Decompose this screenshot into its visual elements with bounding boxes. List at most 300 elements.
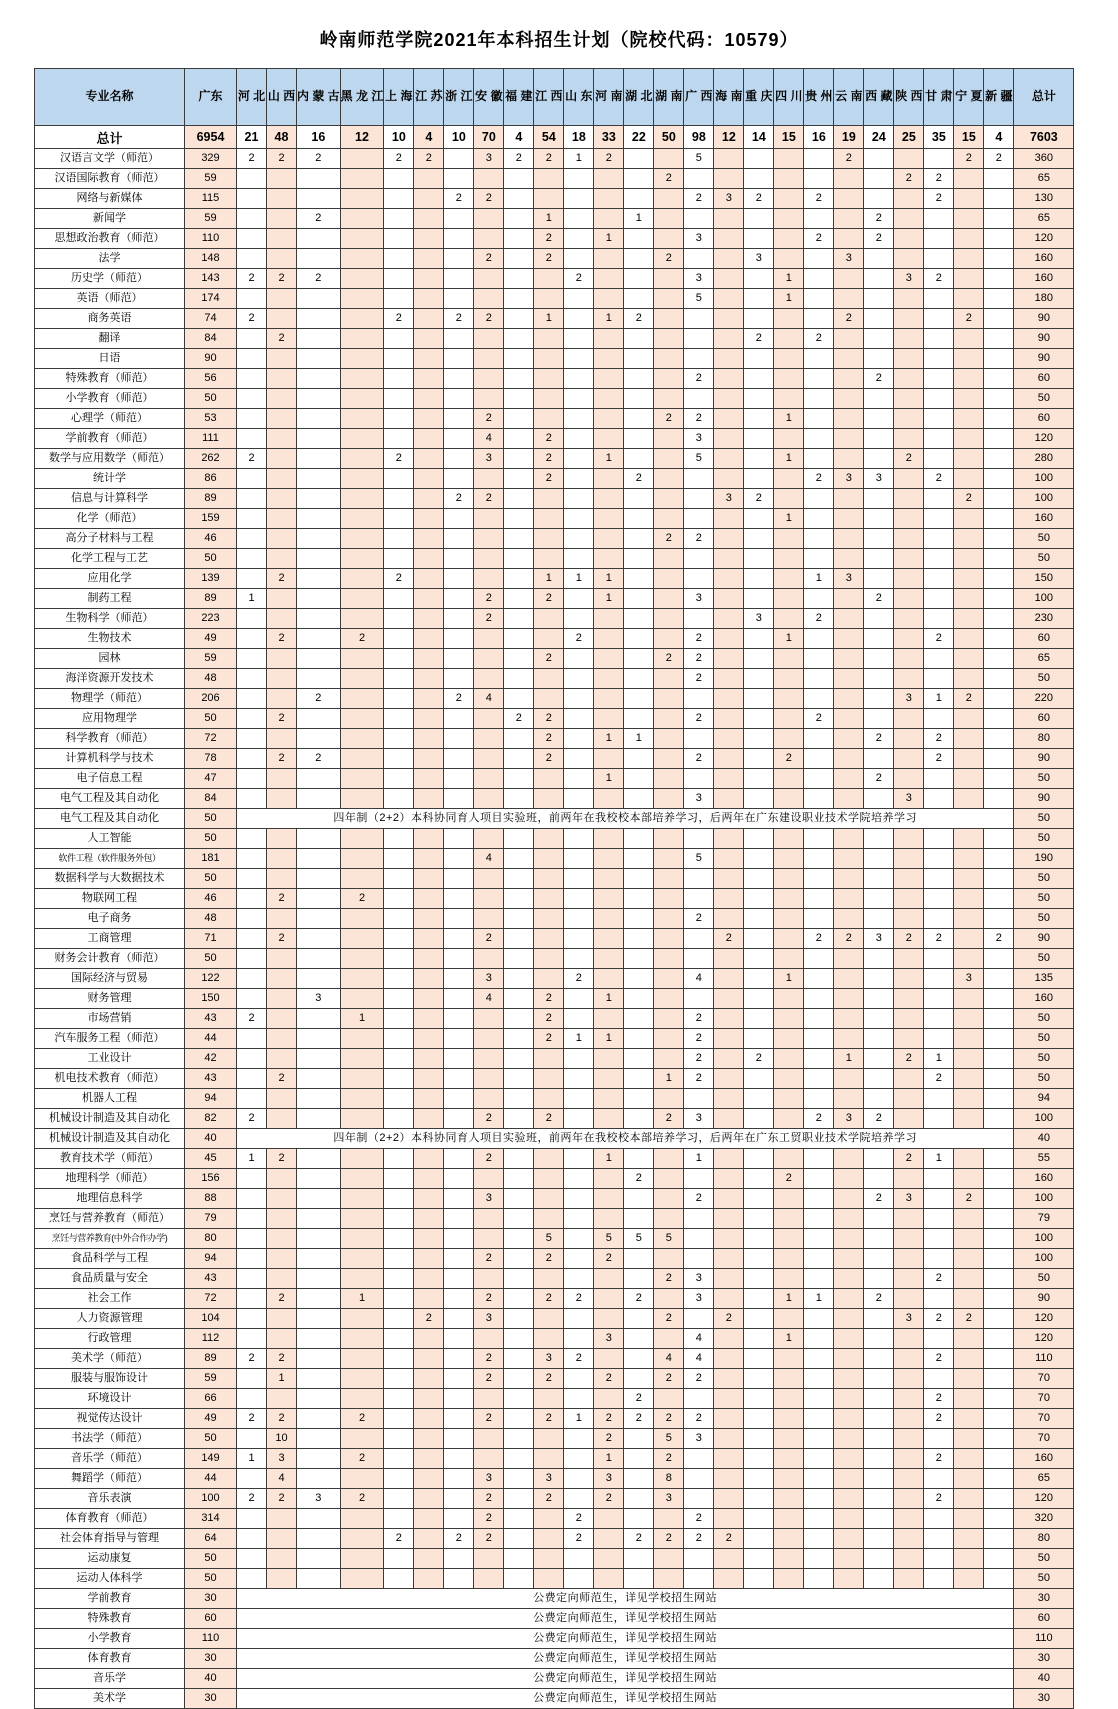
value-cell bbox=[924, 1209, 954, 1229]
value-cell bbox=[924, 949, 954, 969]
value-cell bbox=[267, 1529, 297, 1549]
value-cell bbox=[564, 449, 594, 469]
value-cell: 2 bbox=[474, 1369, 504, 1389]
value-cell bbox=[714, 1209, 744, 1229]
value-cell bbox=[444, 669, 474, 689]
value-cell bbox=[654, 589, 684, 609]
value-cell bbox=[237, 1069, 267, 1089]
value-cell bbox=[267, 249, 297, 269]
value-cell bbox=[624, 429, 654, 449]
value-cell bbox=[774, 1229, 804, 1249]
value-cell bbox=[444, 1189, 474, 1209]
value-cell bbox=[504, 489, 534, 509]
value-cell: 2 bbox=[534, 989, 564, 1009]
value-cell bbox=[297, 1469, 341, 1489]
row-total-cell: 50 bbox=[1014, 829, 1074, 849]
value-cell bbox=[564, 829, 594, 849]
value-cell bbox=[894, 909, 924, 929]
value-cell bbox=[714, 1569, 744, 1589]
value-cell bbox=[834, 529, 864, 549]
value-cell bbox=[984, 1429, 1014, 1449]
major-name: 应用化学 bbox=[35, 569, 185, 589]
value-cell bbox=[267, 509, 297, 529]
major-name: 运动康复 bbox=[35, 1549, 185, 1569]
value-cell bbox=[624, 789, 654, 809]
value-cell bbox=[340, 469, 384, 489]
value-cell bbox=[804, 789, 834, 809]
value-cell bbox=[564, 229, 594, 249]
value-cell bbox=[624, 909, 654, 929]
value-cell: 1 bbox=[774, 1329, 804, 1349]
value-cell bbox=[340, 1269, 384, 1289]
major-row bbox=[35, 649, 1074, 669]
value-cell bbox=[564, 1089, 594, 1109]
value-cell bbox=[340, 1229, 384, 1249]
value-cell bbox=[774, 829, 804, 849]
value-cell: 2 bbox=[237, 269, 267, 289]
major-row bbox=[35, 1609, 1074, 1629]
value-cell bbox=[984, 1269, 1014, 1289]
value-cell bbox=[624, 289, 654, 309]
value-cell bbox=[714, 1469, 744, 1489]
major-row bbox=[35, 1549, 1074, 1569]
value-cell bbox=[414, 529, 444, 549]
value-cell bbox=[804, 1549, 834, 1569]
value-cell bbox=[684, 889, 714, 909]
value-cell bbox=[804, 209, 834, 229]
value-cell bbox=[474, 289, 504, 309]
value-cell bbox=[864, 509, 894, 529]
value-cell: 1 bbox=[594, 769, 624, 789]
value-cell bbox=[444, 569, 474, 589]
value-cell bbox=[237, 229, 267, 249]
value-cell: 1 bbox=[834, 1049, 864, 1069]
value-cell-guangdong: 122 bbox=[185, 969, 237, 989]
value-cell bbox=[864, 1049, 894, 1069]
major-name: 小学教育 bbox=[35, 1629, 185, 1649]
value-cell: 1 bbox=[564, 1409, 594, 1429]
major-name: 制药工程 bbox=[35, 589, 185, 609]
value-cell-guangdong: 112 bbox=[185, 1329, 237, 1349]
value-cell bbox=[654, 729, 684, 749]
major-name: 财务管理 bbox=[35, 989, 185, 1009]
major-row bbox=[35, 309, 1074, 329]
value-cell bbox=[267, 1109, 297, 1129]
value-cell bbox=[774, 1489, 804, 1509]
value-cell bbox=[534, 1049, 564, 1069]
row-total-cell: 80 bbox=[1014, 729, 1074, 749]
major-row bbox=[35, 409, 1074, 429]
row-total-cell: 50 bbox=[1014, 769, 1074, 789]
value-cell bbox=[954, 1149, 984, 1169]
row-total-cell: 160 bbox=[1014, 249, 1074, 269]
value-cell bbox=[924, 1289, 954, 1309]
value-cell: 1 bbox=[594, 449, 624, 469]
value-cell bbox=[984, 1529, 1014, 1549]
value-cell bbox=[624, 349, 654, 369]
value-cell-guangdong: 60 bbox=[185, 1609, 237, 1629]
value-cell bbox=[744, 1189, 774, 1209]
value-cell-guangdong: 156 bbox=[185, 1169, 237, 1189]
grand-total-cell: 12 bbox=[714, 126, 744, 149]
value-cell bbox=[714, 969, 744, 989]
value-cell bbox=[237, 169, 267, 189]
value-cell bbox=[624, 1209, 654, 1229]
value-cell-guangdong: 48 bbox=[185, 909, 237, 929]
value-cell bbox=[474, 1209, 504, 1229]
value-cell bbox=[684, 1309, 714, 1329]
value-cell bbox=[894, 589, 924, 609]
value-cell: 3 bbox=[864, 929, 894, 949]
value-cell bbox=[297, 1309, 341, 1329]
value-cell bbox=[504, 309, 534, 329]
value-cell bbox=[654, 189, 684, 209]
value-cell bbox=[804, 1389, 834, 1409]
value-cell bbox=[414, 1489, 444, 1509]
value-cell: 2 bbox=[684, 1369, 714, 1389]
value-cell: 1 bbox=[924, 689, 954, 709]
value-cell bbox=[714, 409, 744, 429]
value-cell bbox=[804, 589, 834, 609]
row-total-cell: 120 bbox=[1014, 1329, 1074, 1349]
value-cell bbox=[804, 1049, 834, 1069]
value-cell bbox=[834, 1169, 864, 1189]
value-cell bbox=[594, 849, 624, 869]
value-cell bbox=[297, 449, 341, 469]
value-cell bbox=[594, 249, 624, 269]
value-cell bbox=[474, 1029, 504, 1049]
value-cell bbox=[864, 269, 894, 289]
value-cell bbox=[444, 1229, 474, 1249]
value-cell bbox=[384, 1389, 414, 1409]
value-cell bbox=[654, 849, 684, 869]
value-cell: 2 bbox=[534, 1489, 564, 1509]
value-cell bbox=[954, 1489, 984, 1509]
value-cell bbox=[954, 449, 984, 469]
value-cell bbox=[504, 1029, 534, 1049]
value-cell bbox=[834, 769, 864, 789]
value-cell bbox=[564, 649, 594, 669]
value-cell bbox=[414, 1189, 444, 1209]
value-cell bbox=[384, 1249, 414, 1269]
value-cell: 3 bbox=[684, 269, 714, 289]
major-name: 书法学（师范） bbox=[35, 1429, 185, 1449]
value-cell bbox=[340, 1429, 384, 1449]
value-cell bbox=[864, 1029, 894, 1049]
value-cell bbox=[804, 449, 834, 469]
value-cell bbox=[834, 1429, 864, 1449]
value-cell bbox=[297, 869, 341, 889]
value-cell bbox=[297, 1569, 341, 1589]
value-cell bbox=[414, 1229, 444, 1249]
value-cell bbox=[984, 1509, 1014, 1529]
value-cell bbox=[237, 929, 267, 949]
value-cell bbox=[714, 509, 744, 529]
value-cell bbox=[894, 349, 924, 369]
value-cell bbox=[804, 1029, 834, 1049]
value-cell bbox=[414, 1029, 444, 1049]
value-cell bbox=[564, 1009, 594, 1029]
note-cell: 公费定向师范生，详见学校招生网站 bbox=[237, 1629, 1014, 1649]
value-cell bbox=[267, 1009, 297, 1029]
value-cell bbox=[564, 489, 594, 509]
value-cell bbox=[714, 1229, 744, 1249]
value-cell bbox=[924, 1549, 954, 1569]
value-cell bbox=[594, 269, 624, 289]
row-total-cell: 65 bbox=[1014, 209, 1074, 229]
value-cell bbox=[804, 909, 834, 929]
value-cell-guangdong: 50 bbox=[185, 829, 237, 849]
value-cell bbox=[684, 949, 714, 969]
value-cell-guangdong: 43 bbox=[185, 1269, 237, 1289]
value-cell bbox=[624, 189, 654, 209]
major-row bbox=[35, 589, 1074, 609]
value-cell: 2 bbox=[744, 1049, 774, 1069]
value-cell bbox=[714, 729, 744, 749]
value-cell bbox=[954, 389, 984, 409]
value-cell bbox=[564, 529, 594, 549]
value-cell: 2 bbox=[504, 709, 534, 729]
value-cell: 2 bbox=[474, 1109, 504, 1129]
value-cell: 2 bbox=[444, 489, 474, 509]
value-cell bbox=[864, 149, 894, 169]
value-cell bbox=[804, 149, 834, 169]
value-cell bbox=[384, 849, 414, 869]
value-cell bbox=[564, 509, 594, 529]
major-name: 法学 bbox=[35, 249, 185, 269]
value-cell bbox=[297, 1289, 341, 1309]
value-cell-guangdong: 30 bbox=[185, 1689, 237, 1709]
value-cell bbox=[654, 1549, 684, 1569]
value-cell bbox=[534, 1149, 564, 1169]
value-cell bbox=[684, 1209, 714, 1229]
value-cell bbox=[864, 949, 894, 969]
value-cell bbox=[504, 1329, 534, 1349]
major-row bbox=[35, 1309, 1074, 1329]
value-cell bbox=[414, 1389, 444, 1409]
value-cell bbox=[984, 269, 1014, 289]
value-cell bbox=[984, 1329, 1014, 1349]
value-cell bbox=[444, 169, 474, 189]
value-cell bbox=[984, 1449, 1014, 1469]
value-cell bbox=[297, 729, 341, 749]
value-cell bbox=[894, 1409, 924, 1429]
value-cell bbox=[297, 1209, 341, 1229]
value-cell: 2 bbox=[924, 189, 954, 209]
value-cell: 1 bbox=[340, 1009, 384, 1029]
major-row bbox=[35, 769, 1074, 789]
value-cell bbox=[954, 329, 984, 349]
value-cell: 2 bbox=[474, 1529, 504, 1549]
value-cell bbox=[564, 949, 594, 969]
grand-total-cell: 16 bbox=[297, 126, 341, 149]
value-cell bbox=[744, 1329, 774, 1349]
value-cell bbox=[340, 689, 384, 709]
value-cell bbox=[894, 569, 924, 589]
major-row bbox=[35, 1509, 1074, 1529]
value-cell bbox=[384, 1109, 414, 1129]
value-cell bbox=[237, 469, 267, 489]
value-cell bbox=[834, 509, 864, 529]
value-cell bbox=[924, 509, 954, 529]
value-cell: 4 bbox=[474, 849, 504, 869]
value-cell bbox=[984, 1289, 1014, 1309]
value-cell bbox=[864, 449, 894, 469]
value-cell: 2 bbox=[534, 729, 564, 749]
major-name: 园林 bbox=[35, 649, 185, 669]
value-cell bbox=[924, 1429, 954, 1449]
value-cell bbox=[504, 409, 534, 429]
major-name: 工商管理 bbox=[35, 929, 185, 949]
value-cell bbox=[237, 549, 267, 569]
major-name: 音乐学 bbox=[35, 1669, 185, 1689]
value-cell bbox=[504, 429, 534, 449]
value-cell bbox=[984, 1569, 1014, 1589]
value-cell bbox=[444, 549, 474, 569]
value-cell bbox=[834, 949, 864, 969]
value-cell bbox=[414, 409, 444, 429]
column-header-province: 上 海 bbox=[384, 69, 414, 126]
value-cell bbox=[267, 849, 297, 869]
value-cell: 2 bbox=[924, 629, 954, 649]
value-cell bbox=[504, 1449, 534, 1469]
value-cell-guangdong: 74 bbox=[185, 309, 237, 329]
value-cell-guangdong: 94 bbox=[185, 1249, 237, 1269]
value-cell bbox=[654, 1209, 684, 1229]
value-cell bbox=[624, 1429, 654, 1449]
value-cell bbox=[384, 229, 414, 249]
value-cell-guangdong: 82 bbox=[185, 1109, 237, 1129]
value-cell-guangdong: 56 bbox=[185, 369, 237, 389]
value-cell bbox=[804, 689, 834, 709]
row-total-cell: 130 bbox=[1014, 189, 1074, 209]
major-row bbox=[35, 1429, 1074, 1449]
value-cell bbox=[340, 1549, 384, 1569]
value-cell: 2 bbox=[924, 1409, 954, 1429]
value-cell: 1 bbox=[774, 969, 804, 989]
value-cell bbox=[654, 629, 684, 649]
value-cell bbox=[954, 909, 984, 929]
value-cell bbox=[984, 209, 1014, 229]
row-total-cell: 50 bbox=[1014, 1029, 1074, 1049]
value-cell bbox=[414, 949, 444, 969]
value-cell bbox=[864, 309, 894, 329]
row-total-cell: 50 bbox=[1014, 529, 1074, 549]
major-name: 电子信息工程 bbox=[35, 769, 185, 789]
value-cell-guangdong: 30 bbox=[185, 1649, 237, 1669]
value-cell bbox=[444, 529, 474, 549]
value-cell bbox=[384, 1569, 414, 1589]
value-cell: 2 bbox=[684, 1029, 714, 1049]
major-row bbox=[35, 169, 1074, 189]
value-cell bbox=[504, 1049, 534, 1069]
value-cell: 4 bbox=[267, 1469, 297, 1489]
value-cell: 1 bbox=[594, 1449, 624, 1469]
value-cell bbox=[534, 389, 564, 409]
value-cell bbox=[237, 789, 267, 809]
major-name: 特殊教育 bbox=[35, 1609, 185, 1629]
value-cell bbox=[954, 789, 984, 809]
value-cell bbox=[864, 389, 894, 409]
row-total-cell: 65 bbox=[1014, 169, 1074, 189]
value-cell bbox=[954, 1329, 984, 1349]
value-cell: 2 bbox=[474, 249, 504, 269]
value-cell bbox=[984, 829, 1014, 849]
value-cell bbox=[534, 909, 564, 929]
value-cell bbox=[864, 1069, 894, 1089]
value-cell: 2 bbox=[654, 169, 684, 189]
value-cell bbox=[237, 209, 267, 229]
value-cell bbox=[444, 1369, 474, 1389]
value-cell bbox=[654, 909, 684, 929]
value-cell bbox=[297, 609, 341, 629]
grand-total-cell: 54 bbox=[534, 126, 564, 149]
value-cell bbox=[834, 429, 864, 449]
value-cell bbox=[340, 269, 384, 289]
value-cell bbox=[474, 769, 504, 789]
major-name: 财务会计教育（师范） bbox=[35, 949, 185, 969]
row-total-cell: 65 bbox=[1014, 1469, 1074, 1489]
value-cell bbox=[984, 949, 1014, 969]
value-cell bbox=[714, 1269, 744, 1289]
value-cell: 2 bbox=[804, 609, 834, 629]
value-cell bbox=[714, 1369, 744, 1389]
value-cell bbox=[774, 1569, 804, 1589]
value-cell bbox=[714, 1449, 744, 1469]
value-cell bbox=[924, 309, 954, 329]
major-row bbox=[35, 1409, 1074, 1429]
value-cell bbox=[267, 1049, 297, 1069]
value-cell: 2 bbox=[414, 149, 444, 169]
value-cell bbox=[804, 1189, 834, 1209]
value-cell bbox=[340, 489, 384, 509]
value-cell bbox=[894, 1289, 924, 1309]
row-total-cell: 160 bbox=[1014, 1169, 1074, 1189]
value-cell bbox=[624, 329, 654, 349]
value-cell bbox=[984, 309, 1014, 329]
value-cell bbox=[414, 769, 444, 789]
value-cell bbox=[894, 669, 924, 689]
major-row bbox=[35, 289, 1074, 309]
value-cell bbox=[267, 489, 297, 509]
value-cell: 2 bbox=[594, 149, 624, 169]
value-cell: 2 bbox=[684, 649, 714, 669]
value-cell bbox=[834, 669, 864, 689]
value-cell bbox=[774, 1409, 804, 1429]
value-cell-guangdong: 79 bbox=[185, 1209, 237, 1229]
value-cell bbox=[504, 949, 534, 969]
value-cell bbox=[384, 549, 414, 569]
grand-total-cell: 98 bbox=[684, 126, 714, 149]
value-cell: 2 bbox=[924, 1489, 954, 1509]
value-cell bbox=[744, 789, 774, 809]
value-cell: 2 bbox=[954, 1309, 984, 1329]
value-cell bbox=[474, 1169, 504, 1189]
value-cell bbox=[594, 369, 624, 389]
row-total-cell: 90 bbox=[1014, 929, 1074, 949]
value-cell bbox=[774, 469, 804, 489]
value-cell bbox=[744, 1289, 774, 1309]
major-name: 计算机科学与技术 bbox=[35, 749, 185, 769]
value-cell: 1 bbox=[774, 289, 804, 309]
value-cell bbox=[924, 589, 954, 609]
column-header-province: 河 北 bbox=[237, 69, 267, 126]
value-cell bbox=[444, 629, 474, 649]
value-cell bbox=[984, 769, 1014, 789]
value-cell bbox=[474, 729, 504, 749]
value-cell bbox=[684, 549, 714, 569]
row-total-cell: 120 bbox=[1014, 1309, 1074, 1329]
